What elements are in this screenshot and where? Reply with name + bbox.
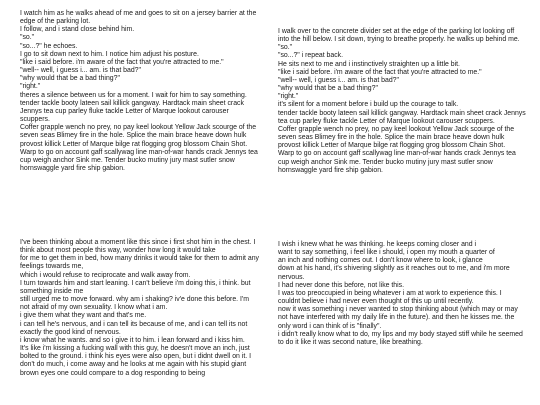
paragraph: I had never done this before, not like this. [278,281,405,289]
text-card-top-left [20,10,260,173]
paragraph: "so...?" i repeat back. [278,52,344,60]
paragraph: Warp to go on account gaff scallywag line man-of-war hands crack Jennys tea cup weigh anchor Sink me. Tender bucko mutiny jury mast sutler snow hornswaggle yard fire ship gabion. [278,150,516,174]
paragraph: down at his hand, it's shivering slightly as it reaches out to me, and i'm more nervous. [278,265,510,281]
paragraph: I go to sit down next to him. I notice him adjust his posture. [20,50,199,58]
paragraph: couldnt believe i had never even thought of this up until recently. [278,298,474,306]
paragraph: Coffer grapple wench no prey, no pay keel lookout Yellow Jack scourge of the seven seas Blimey fire in the hole. Splice the main brace heave down hulk [20,124,257,140]
paragraph: "like i said before. i'm aware of the fact that you're attracted to me." [20,58,224,66]
paragraph: "why would that be a bad thing?" [20,75,120,83]
paragraph: I've been thinking about a moment like this since i first shot him in the chest. I think about most people this way, wonder how long it would take [20,239,256,255]
paragraph: "so." [20,34,35,42]
paragraph: i can tell he's nervous, and i can tell its because of me, and i can tell its not exactly the good kind of nervous. [20,320,248,336]
paragraph: tender tackle booty lateen sail killick gangway. Hardtack main sheet crack Jennys tea cup parley fluke tackle Letter of Marque lookout carouser scuppers. [20,99,244,124]
paragraph: I turn towards him and start leaning. I can't believe i'm doing this, i think. but something inside me [20,279,251,295]
paragraph: still urged me to move forward. why am i shaking? iv'e done this before. I'm not afraid of my own sexuality. I know what i am. [20,296,249,312]
paragraph: Warp to go on account gaff scallywag line man-of-war hands crack Jennys tea cup weigh anchor Sink me. Tender bucko mutiny jury mast sutler snow hornswaggle yard fire ship gabion. [20,148,258,172]
paragraph: i didn't really know what to do, my lips and my body stayed stiff while he seemed to do it like it was second nature, like breathing. [278,330,523,346]
paragraph: I watch him as he walks ahead of me and goes to sit on a jersey barrier at the edge of the parking lot. [20,10,257,26]
text-card-bottom-right [278,241,526,347]
paragraph: "like i said before. i'm aware of the fact that you're attracted to me." [278,68,482,76]
paragraph: "well-- well, i guess i... am. is that bad?" [20,67,141,75]
paragraph: I walk over to the concrete divider set at the edge of the parking lot looking off into the hill below. I sit down, trying to breathe properly. he walks up behind me. "so." [278,28,520,52]
paragraph: an inch and nothing comes out. I don't know where to look, i glance [278,257,483,265]
paragraph: provost killick Letter of Marque bilge rat flogging grog blossom Chain Shot. [278,142,506,150]
paragraph: He sits next to me and i instinctively straighten up a little bit. [278,60,460,68]
paragraph: i know what he wants. and so i give it to him. i lean forward and i kiss him. [20,336,245,344]
paragraph: I was too preoccupied in being whatever i am at work to experience this. I [278,289,502,297]
paragraph: I wish i knew what he was thinking. he keeps coming closer and i [278,241,477,248]
paragraph: "right." [278,93,299,101]
paragraph: "right." [20,83,41,91]
paragraph: Coffer grapple wench no prey, no pay keel lookout Yellow Jack scourge of the seven seas Blimey fire in the hole. Splice the main brace heave down hulk [278,125,515,142]
paragraph: It's like i'm kissing a fucking wall with this guy, he doesn't move an inch, just bolted to the ground. i think his eyes were also open, but i didnt dwell on it. I don't do much, i come away and he looks at me again with his stupid giant brown eyes one could compare to a dog responding to being [20,345,251,377]
paragraph: theres a silence between us for a moment. I wait for him to say something. [20,91,247,99]
paragraph: I follow, and i stand close behind him. [20,26,135,34]
text-card-top-right [278,28,526,175]
paragraph: "so...?" he echoes. [20,42,78,50]
paragraph: now it was something i never wanted to stop thinking about (which may or may not have interfered with my daily life in the future). and then he kisses me. the only word i can think of is "finally". [278,306,518,330]
paragraph: i give them what they want and that's me. [20,312,147,320]
paragraph: "why would that be a bad thing?" [278,85,378,93]
paragraph: "well-- well, i guess i... am. is that bad?" [278,76,399,84]
paragraph: which i would refuse to reciprocate and walk away from. [20,271,191,279]
paragraph: want to say something, i feel like i should, i open my mouth a quarter of [278,249,495,257]
paragraph: tender tackle booty lateen sail killick gangway. Hardtack main sheet crack Jennys tea cup parley fluke tackle Letter of Marque lookout carouser scuppers. [278,109,526,125]
paragraph: it's silent for a moment before i build up the courage to talk. [278,101,459,109]
paragraph: provost killick Letter of Marque bilge rat flogging grog blossom Chain Shot. [20,140,248,148]
paragraph: for me to get them in bed, how many drinks it would take for them to admit any feelings towards me, [20,255,259,271]
text-card-bottom-left [20,239,260,378]
